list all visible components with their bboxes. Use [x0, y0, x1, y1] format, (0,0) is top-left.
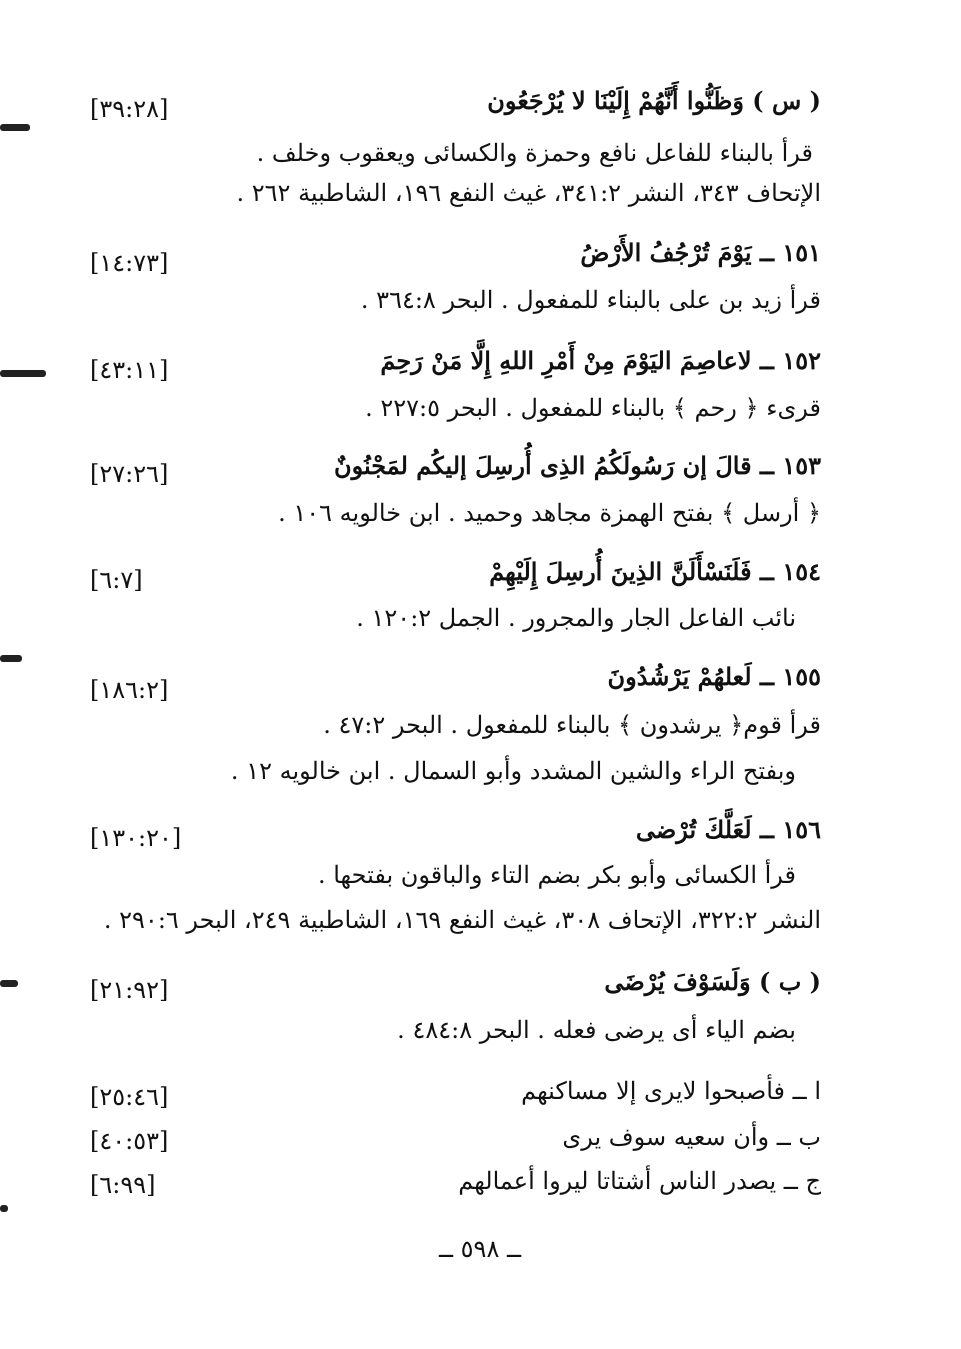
verse-citation: [٦:٧]: [90, 566, 143, 594]
entry-note: قرأ زيد بن على بالبناء للمفعول . البحر ٣٦٤:٨ .: [360, 286, 821, 314]
page-number: ــ ٥٩٨ ــ: [438, 1235, 522, 1263]
entry-heading: ١٥٣ ــ قالَ إن رَسُولَكُمُ الذِى أُرسِلَ إليكُم لمَجْنُونٌ: [333, 451, 821, 480]
entry-heading: ١٥٢ ــ لاعاصِمَ اليَوْمَ مِنْ أَمْرِ اللهِ إِلَّا مَنْ رَحِمَ: [380, 346, 821, 375]
entry-note: وبفتح الراء والشين المشدد وأبو السمال . ابن خالويه ١٢ .: [230, 757, 796, 785]
margin-mark: [0, 1205, 8, 1212]
entry-heading: ١٥٥ ــ لَعلهُمْ يَرْشُدُونَ: [607, 662, 821, 691]
example-line: ا ــ فأصبحوا لايرى إلا مساكنهم: [521, 1077, 821, 1105]
verse-citation: [٢١:٩٢]: [90, 976, 169, 1004]
verse-citation: [٢٧:٢٦]: [90, 460, 169, 488]
entry-note: النشر ٣٢٢:٢، الإتحاف ٣٠٨، غيث النفع ١٦٩، الشاطبية ٢٤٩، البحر ٢٩٠:٦ .: [103, 906, 821, 934]
margin-mark: [0, 980, 18, 987]
entry-note: قرأ بالبناء للفاعل نافع وحمزة والكسائى ويعقوب وخلف .: [256, 139, 813, 167]
margin-mark: [0, 655, 22, 662]
verse-citation: [٤٣:١١]: [90, 356, 169, 384]
entry-note: الإتحاف ٣٤٣، النشر ٣٤١:٢، غيث النفع ١٩٦، الشاطبية ٢٦٢ .: [236, 179, 821, 207]
entry-heading: ١٥١ ــ يَوْمَ تُرْجُفُ الأَرْضُ: [580, 238, 821, 267]
entry-note: قرىء ﴿ رحم ﴾ بالبناء للمفعول . البحر ٢٢٧:٥ .: [365, 394, 821, 422]
entry-heading: ( ب ) وَلَسَوْفَ يُرْضَى: [604, 967, 821, 996]
verse-citation: [٦:٩٩]: [90, 1171, 156, 1199]
entry-note: قرأ قوم﴿ يرشدون ﴾ بالبناء للمفعول . البحر ٤٧:٢ .: [323, 711, 821, 739]
margin-mark: [0, 124, 30, 131]
entry-heading: ( س ) وَظَنُّوا أَنَّهُمْ إِلَيْنَا لا يُرْجَعُون: [487, 86, 821, 115]
verse-citation: [٢٥:٤٦]: [90, 1083, 169, 1111]
entry-note: قرأ الكسائى وأبو بكر بضم التاء والباقون بفتحها .: [317, 861, 796, 889]
margin-mark: [0, 370, 46, 377]
verse-citation: [١٣٠:٢٠]: [90, 824, 182, 852]
entry-note: ﴿ أرسل ﴾ بفتح الهمزة مجاهد وحميد . ابن خالويه ١٠٦ .: [278, 499, 821, 527]
verse-citation: [١٤:٧٣]: [90, 249, 169, 277]
verse-citation: [١٨٦:٢]: [90, 676, 169, 704]
entry-note: بضم الياء أى يرضى فعله . البحر ٤٨٤:٨ .: [397, 1016, 796, 1044]
verse-citation: [٣٩:٢٨]: [90, 95, 169, 123]
entry-heading: ١٥٤ ــ فَلَنَسْأَلَنَّ الذِينَ أُرسِلَ إِلَيْهِمْ: [489, 557, 821, 586]
example-line: ب ــ وأن سعيه سوف يرى: [562, 1123, 821, 1151]
entry-note: نائب الفاعل الجار والمجرور . الجمل ١٢٠:٢ .: [356, 604, 796, 632]
entry-heading: ١٥٦ ــ لَعَلَّكَ تُرْضى: [635, 815, 821, 844]
verse-citation: [٤٠:٥٣]: [90, 1127, 169, 1155]
example-line: ج ــ يصدر الناس أشتاتا ليروا أعمالهم: [458, 1167, 821, 1195]
